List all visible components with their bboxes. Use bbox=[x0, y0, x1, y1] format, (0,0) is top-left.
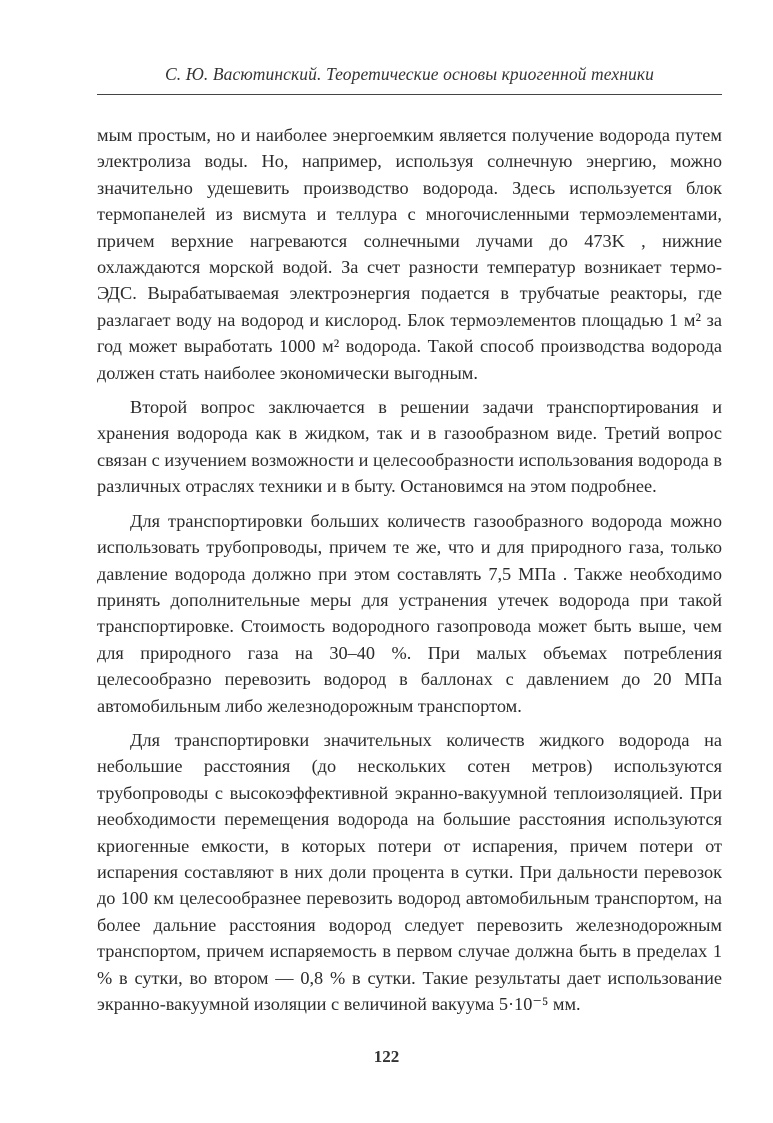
paragraph-2: Второй вопрос заключается в решении задачи транспортирования и хранения водорода как в жидком, так и в газообразном виде. Третий вопрос связан с изучением возможности и целесообразности использования водорода в различных отраслях техники и в быту. Остановимся на этом подробнее. bbox=[97, 397, 722, 497]
paragraph-4: Для транспортировки значительных количеств жидкого водорода на небольшие расстояния (до нескольких сотен метров) используются трубопроводы с высокоэффективной экранно-вакуумной теплоизоляцией. При необходимости перемещения водорода на большие расстояния используются криогенные емкости, в которых потери от испарения, причем потери от испарения составляют в них доли процента в сутки. При дальности перевозок до 100 км целесообразнее перевозить водород автомобильным транспортом, на более дальние расстояния водород следует перевозить железнодорожным транспортом, причем испаряемость в первом случае должна быть в пределах 1 % в сутки, во втором — 0,8 % в сутки. Такие результаты дает использование экранно-вакуумной изоляции с величиной вакуума 5·10⁻⁵ мм. bbox=[97, 729, 722, 1014]
paragraph-1: мым простым, но и наиболее энергоемким является получение водорода путем электролиза воды. Но, например, используя солнечную энергию, можно значительно удешевить производство водорода. Здесь используется блок термопанелей из висмута и теллура с многочисленными термоэлементами, причем верхние нагреваются солнечными лучами до 473K , нижние охлаждаются морской водой. За счет разности температур возникает термо-ЭДС. Вырабатываемая электроэнергия подается в трубчатые реакторы, где разлагает воду на водород и кислород. Блок термоэлементов площадью 1 м² за год может выработать 1000 м² водорода. Такой способ производства водорода должен стать наиболее экономически выгодным. bbox=[97, 125, 722, 383]
header-rule bbox=[97, 94, 722, 95]
page-number: 122 bbox=[373, 1047, 400, 1066]
paragraph-3: Для транспортировки больших количеств газообразного водорода можно использовать трубопроводы, причем те же, что и для природного газа, только давление водорода должно при этом составлять 7,5 МПа . Также необходимо принять дополнительные меры для устранения утечек водорода при такой транспортировке. Стоимость водородного газопровода может быть выше, чем для природного газа на 30–40 %. При малых объемах потребления целесообразно перевозить водород в баллонах с давлением до 20 МПа автомобильным либо железнодорожным транспортом. bbox=[97, 510, 722, 716]
running-head: С. Ю. Васютинский. Теоретические основы криогенной техники bbox=[165, 64, 654, 84]
body-text bbox=[97, 122, 722, 1017]
